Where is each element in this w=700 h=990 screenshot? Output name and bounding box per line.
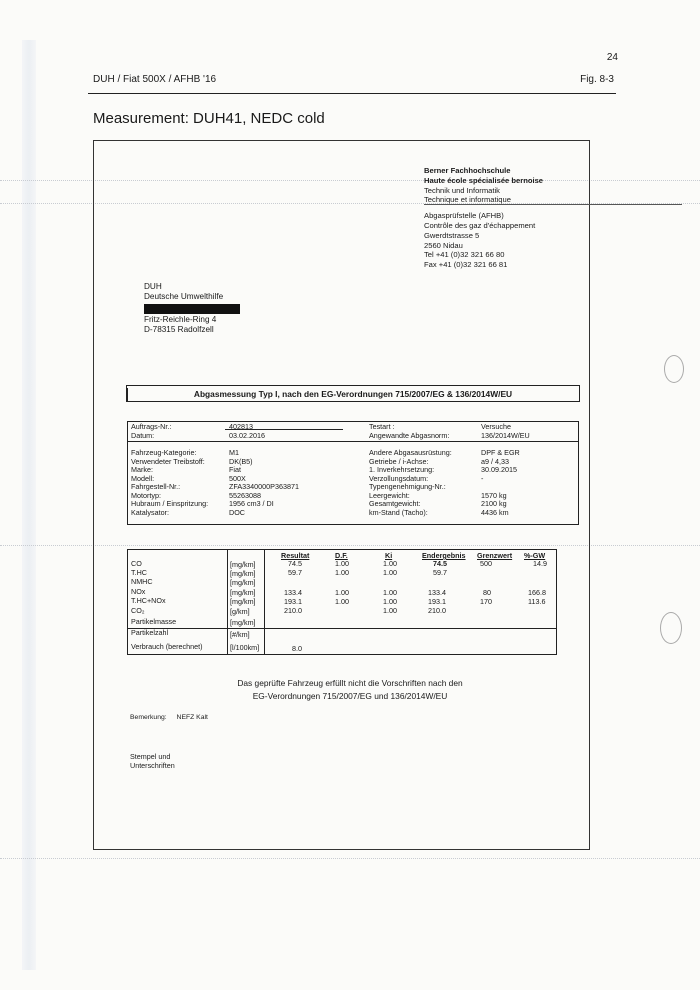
vehicle-value: 2100 kg: [481, 499, 507, 508]
vehicle-value: DK(B5): [229, 456, 253, 466]
pollutant-unit: [mg/km]: [230, 560, 256, 569]
vehicle-value: 1570 kg: [481, 490, 507, 500]
testart-label: Testart :: [369, 422, 395, 431]
lab-line: Fax +41 (0)32 321 66 81: [424, 260, 508, 270]
cell-grenzwert: 170: [480, 597, 492, 606]
vehicle-value: M1: [229, 448, 239, 457]
vehicle-value: -: [481, 473, 484, 483]
vehicle-value: a9 / 4,33: [481, 456, 509, 466]
pollutant-unit: [mg/km]: [230, 588, 256, 597]
col-header-gw: %-GW: [524, 551, 546, 560]
header-left: DUH / Fiat 500X / AFHB '16: [93, 74, 217, 85]
cell-endergebnis: 133.4: [428, 588, 446, 597]
verdict-line: Das geprüfte Fahrzeug erfüllt nicht die Vorschriften nach den: [237, 678, 463, 688]
cell-endergebnis: 74.5: [433, 559, 447, 568]
col-header-endergebnis: Endergebnis: [422, 551, 466, 560]
norm-label: Angewandte Abgasnorm:: [369, 431, 450, 440]
pollutant-name: NMHC: [131, 577, 153, 586]
cell-endergebnis: 210.0: [428, 606, 446, 615]
col-header-df: D.F.: [335, 551, 348, 560]
remark-value: NEFZ Kalt: [176, 714, 208, 721]
cell-ki: 1.00: [383, 606, 397, 615]
vehicle-label: km-Stand (Tacho):: [369, 507, 428, 517]
lab-line: Contrôle des gaz d'échappement: [424, 220, 536, 230]
banner-tick: [126, 388, 128, 402]
order-value: 402813: [229, 422, 253, 431]
cell-df: 1.00: [335, 568, 349, 577]
institution-name-fr: Haute école spécialisée bernoise: [424, 175, 544, 185]
pollutant-name: T.HC+NOx: [131, 596, 166, 605]
pollutant-unit: [mg/km]: [230, 597, 256, 606]
vehicle-label: Hubraum / Einspritzung:: [131, 499, 209, 508]
pollutant-name: NOx: [131, 587, 146, 596]
lab-line: Gwerdtstrasse 5: [424, 230, 480, 240]
cell-grenzwert: 500: [480, 559, 492, 568]
date-value: 03.02.2016: [229, 431, 265, 440]
pollutant-unit: [mg/km]: [230, 569, 256, 578]
cell-endergebnis: 59.7: [433, 568, 447, 577]
vehicle-value: 4436 km: [481, 507, 509, 517]
vehicle-label: Katalysator:: [131, 507, 169, 517]
recipient-address: [144, 282, 240, 336]
vehicle-label: Marke:: [131, 465, 153, 474]
header-right: Fig. 8-3: [580, 74, 614, 85]
date-label: Datum:: [131, 431, 155, 440]
cell-ki: 1.00: [383, 597, 397, 606]
col-header-ki: Ki: [385, 551, 393, 560]
page-title: Measurement: DUH41, NEDC cold: [93, 110, 325, 127]
cell-resultat: 74.5: [288, 559, 302, 568]
testart-value: Versuche: [481, 422, 511, 431]
col-header-grenzwert: Grenzwert: [477, 551, 513, 560]
order-label: Auftrags-Nr.:: [131, 422, 172, 431]
vehicle-value: 30.09.2015: [481, 465, 517, 474]
institution-underline: [424, 204, 682, 205]
vehicle-label: Leergewicht:: [369, 490, 410, 500]
vehicle-label: Fahrzeug-Kategorie:: [131, 448, 197, 457]
pollutant-name: Partikelzahl: [131, 628, 169, 637]
stamp-line: Unterschriften: [130, 761, 175, 770]
vehicle-label: 1. Inverkehrsetzung:: [369, 465, 435, 474]
recipient-line: D-78315 Radolfzell: [144, 325, 214, 335]
vehicle-label: Gesamtgewicht:: [369, 499, 421, 508]
cell-gw: 113.6: [528, 597, 546, 606]
vehicle-label: Modell:: [131, 473, 155, 483]
pollutant-unit: [#/km]: [230, 630, 250, 639]
vehicle-value: DOC: [229, 507, 245, 517]
cell-resultat: 210.0: [284, 606, 302, 615]
vehicle-value: 1956 cm3 / DI: [229, 499, 274, 508]
vehicle-value: DPF & EGR: [481, 448, 520, 457]
cell-df: 1.00: [335, 559, 349, 568]
col-header-resultat: Resultat: [281, 551, 310, 560]
vehicle-value: Fiat: [229, 465, 241, 474]
scan-line: [0, 858, 700, 859]
lab-line: Tel +41 (0)32 321 66 80: [424, 250, 505, 260]
emissions-results-table: [127, 549, 557, 655]
norm-value: 136/2014W/EU: [481, 431, 530, 440]
vehicle-label: Verwendeter Treibstoff:: [131, 456, 205, 466]
vehicle-label: Typengenehmigung-Nr.:: [369, 482, 446, 491]
lab-line: Abgasprüfstelle (AFHB): [424, 211, 504, 221]
redaction-bar: [144, 304, 240, 314]
pollutant-unit: [mg/km]: [230, 618, 256, 627]
header-rule: [88, 93, 616, 94]
cell-endergebnis: 193.1: [428, 597, 446, 606]
pollutant-name: T.HC: [131, 568, 147, 577]
vehicle-value: 55263088: [229, 490, 261, 500]
page-number: 24: [606, 52, 618, 63]
pollutant-unit: [g/km]: [230, 607, 250, 616]
cell-resultat: 133.4: [284, 588, 302, 597]
remark: [130, 714, 208, 721]
institution-name-de: Berner Fachhochschule: [424, 166, 511, 175]
cell-ki: 1.00: [383, 559, 397, 568]
lab-line: 2560 Nidau: [424, 240, 463, 250]
pollutant-unit: [mg/km]: [230, 578, 256, 587]
cell-ki: 1.00: [383, 568, 397, 577]
cell-gw: 166.8: [528, 588, 546, 597]
department-fr: Technique et informatique: [424, 195, 511, 205]
cell-df: 1.00: [335, 597, 349, 606]
recipient-line: Deutsche Umwelthilfe: [144, 292, 224, 302]
vehicle-info-table: [127, 421, 579, 525]
department-de: Technik und Informatik: [424, 185, 500, 195]
cell-resultat: 8.0: [292, 644, 302, 653]
cell-grenzwert: 80: [483, 588, 491, 597]
institution-block: [424, 166, 543, 270]
pollutant-name: CO: [131, 559, 142, 568]
cell-df: 1.00: [335, 588, 349, 597]
stamp-line: Stempel und: [130, 752, 171, 761]
cell-gw: 14.9: [533, 559, 547, 568]
cell-ki: 1.00: [383, 588, 397, 597]
vehicle-label: Motortyp:: [131, 490, 161, 500]
pollutant-name: Verbrauch (berechnet): [131, 642, 203, 651]
vehicle-value: ZFA3340000P363871: [229, 482, 299, 491]
pollutant-unit: [l/100km]: [230, 643, 260, 652]
vehicle-label: Getriebe / i-Achse:: [369, 456, 429, 466]
vehicle-value: 500X: [229, 473, 246, 483]
verdict-text: [130, 677, 570, 703]
recipient-line: DUH: [144, 282, 162, 291]
punch-hole-mark: [660, 612, 682, 644]
pollutant-name: CO₂: [131, 606, 145, 615]
stamp-signature-block: [130, 752, 175, 770]
vehicle-label: Andere Abgasausrüstung:: [369, 448, 452, 457]
vehicle-label: Fahrgestell-Nr.:: [131, 482, 181, 491]
report-banner: Abgasmessung Typ I, nach den EG-Verordnungen 715/2007/EG & 136/2014W/EU: [126, 385, 580, 402]
verdict-line: EG-Verordnungen 715/2007/EG und 136/2014W/EU: [252, 691, 448, 701]
punch-hole-mark: [664, 355, 684, 383]
cell-resultat: 193.1: [284, 597, 302, 606]
pollutant-name: Partikelmasse: [131, 617, 177, 626]
cell-resultat: 59.7: [288, 568, 302, 577]
recipient-line: Fritz-Reichle-Ring 4: [144, 314, 217, 324]
remark-label: Bemerkung:: [130, 714, 167, 721]
vehicle-label: Verzollungsdatum:: [369, 473, 429, 483]
